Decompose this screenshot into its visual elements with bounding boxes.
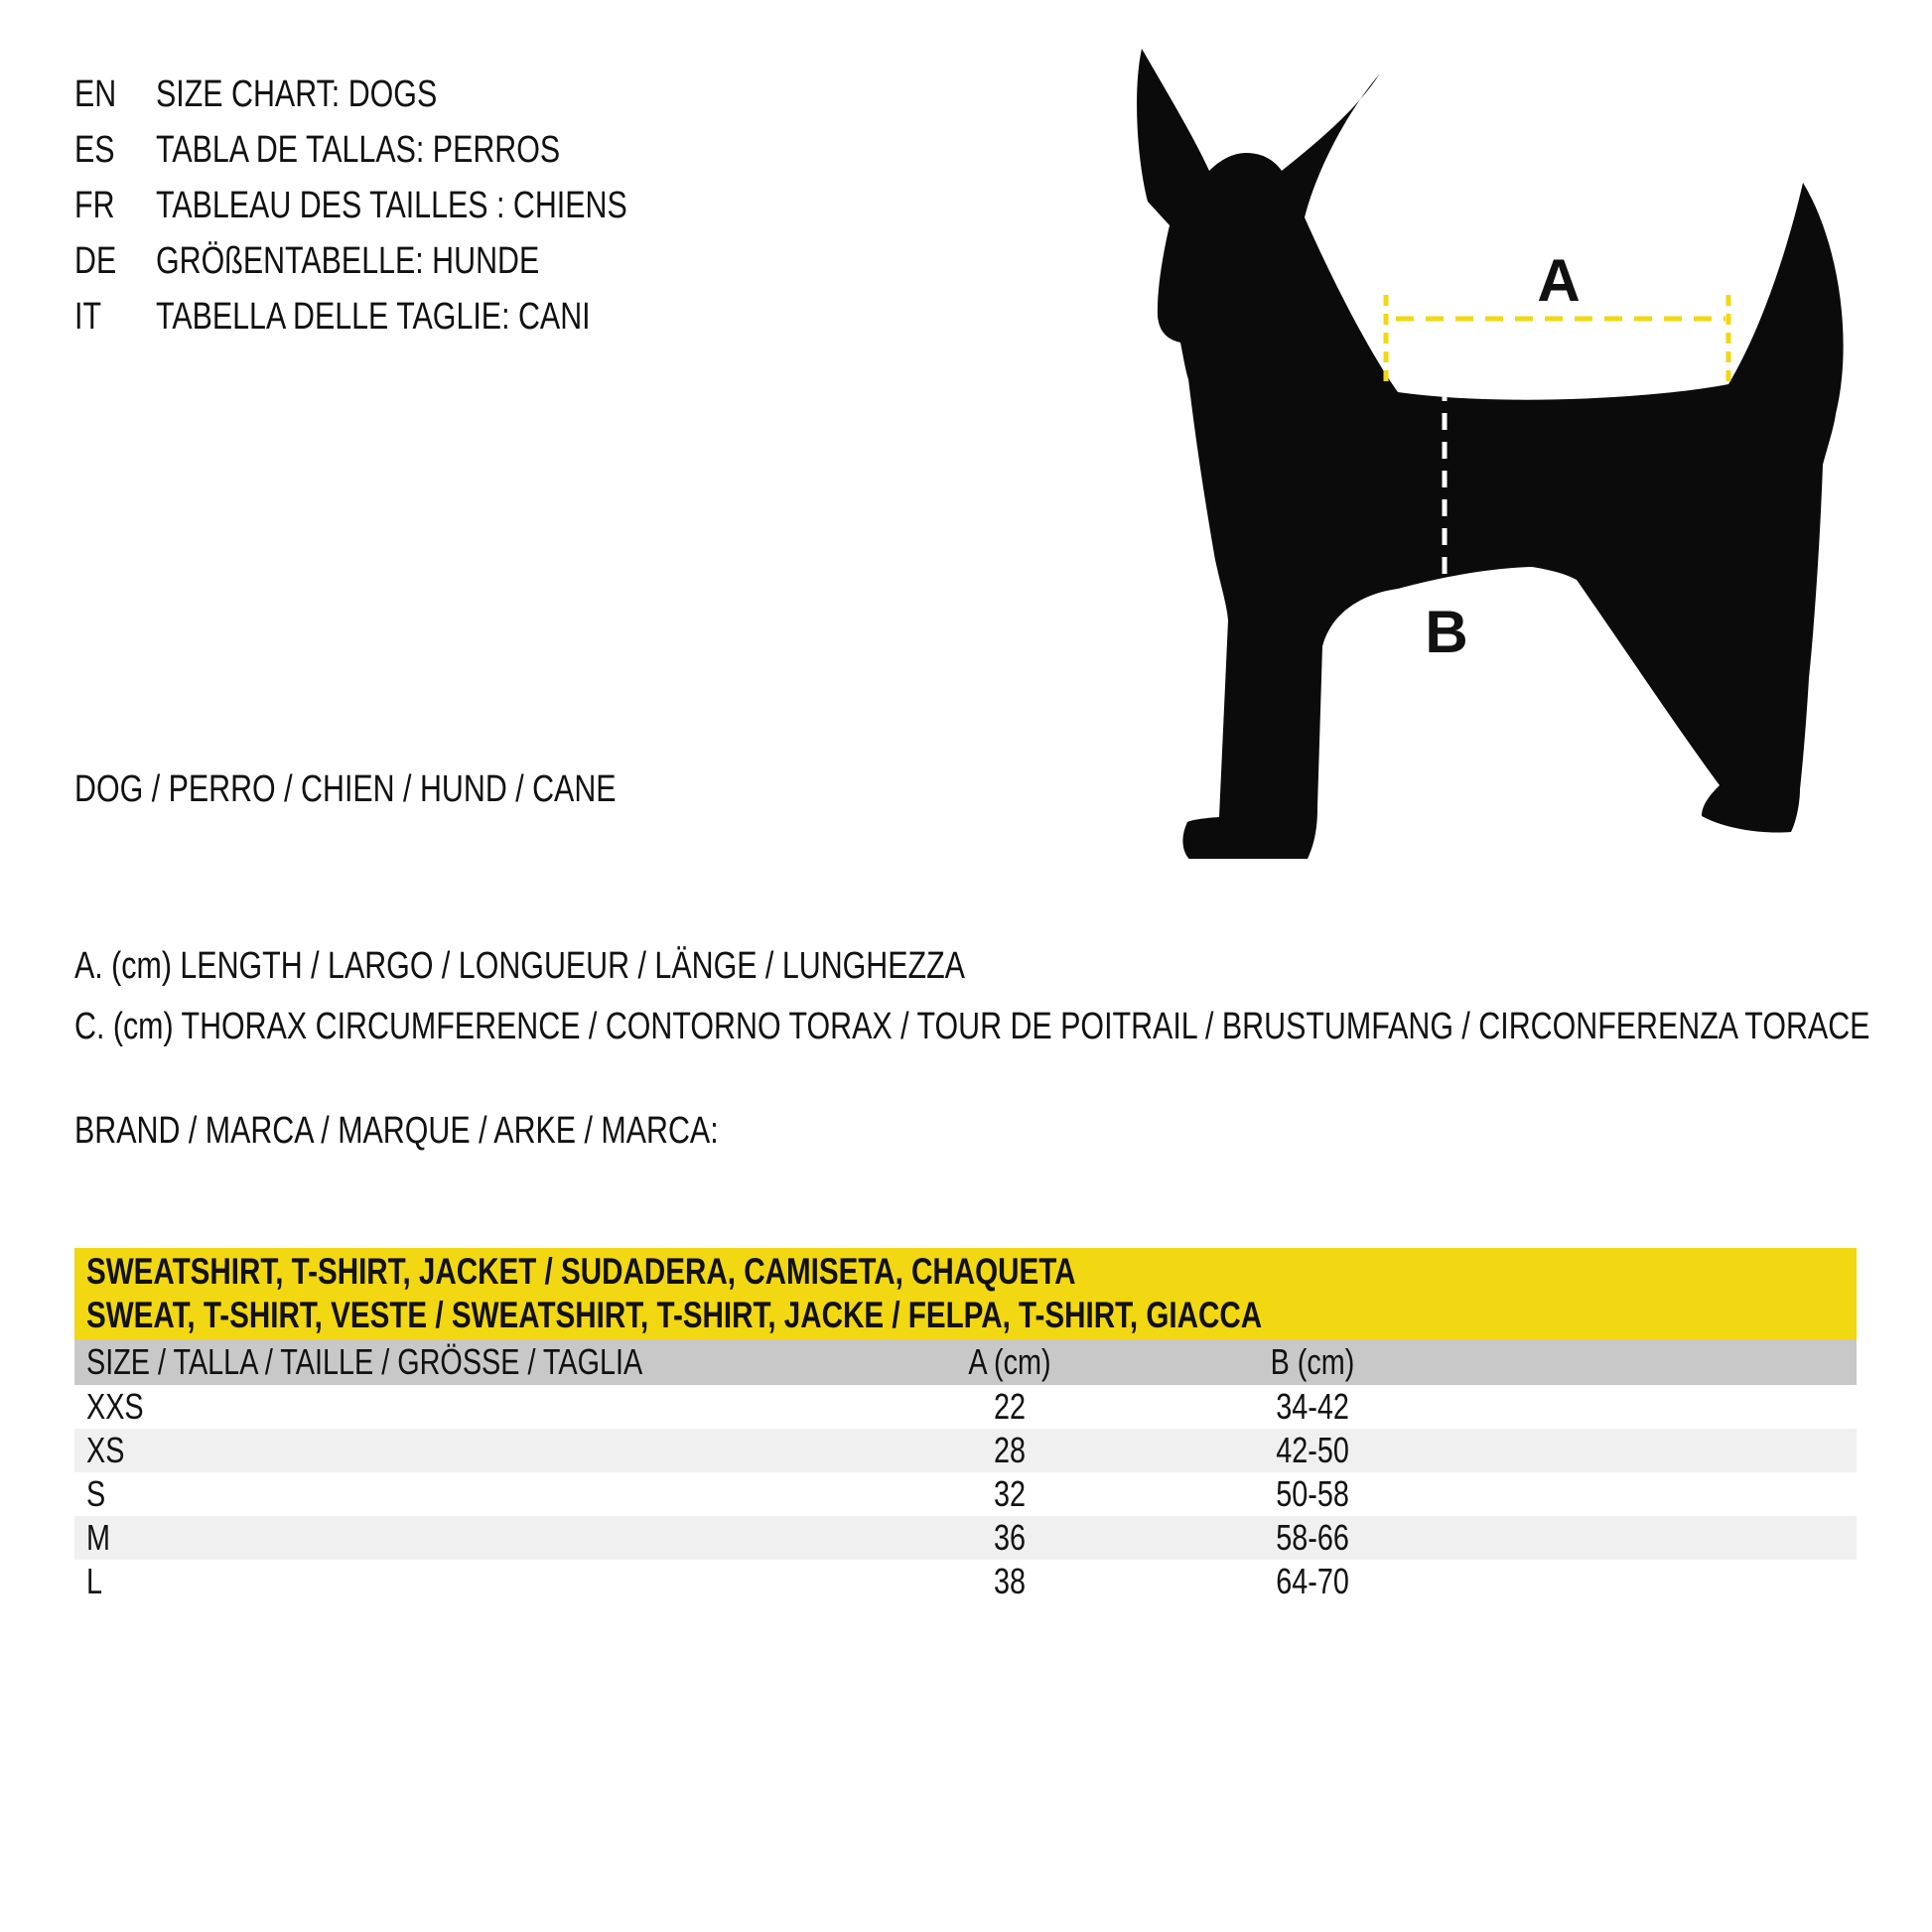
b-value: 58-66: [1276, 1517, 1349, 1558]
legend-length-line: A. (cm) LENGTH / LARGO / LONGUEUR / LÄNGE / LUNGHEZZA: [74, 945, 965, 987]
size-value: XXS: [86, 1386, 144, 1427]
language-title-list: [74, 67, 745, 345]
size-value: M: [86, 1517, 110, 1558]
header-size: SIZE / TALLA / TAILLE / GRÖSSE / TAGLIA: [86, 1341, 643, 1382]
page-title-es: TABLA DE TALLAS: PERROS: [156, 128, 561, 171]
table-row-s: [74, 1472, 1857, 1516]
page-title-en: SIZE CHART: DOGS: [156, 72, 438, 115]
size-value: XS: [86, 1430, 125, 1470]
table-row-xs: [74, 1429, 1857, 1472]
a-value: 36: [993, 1517, 1027, 1558]
a-value: 32: [993, 1473, 1027, 1514]
language-row-en: [74, 67, 745, 122]
table-header-row: [74, 1339, 1857, 1385]
page-title-de: GRÖßENTABELLE: HUNDE: [156, 239, 540, 282]
language-row-de: [74, 233, 745, 289]
page-title-it: TABELLA DELLE TAGLIE: CANI: [156, 295, 591, 338]
language-row-es: [74, 122, 745, 178]
header-a-cm: A (cm): [968, 1341, 1051, 1382]
garment-category-header: [74, 1248, 1857, 1339]
size-table: [74, 1248, 1857, 1603]
language-code: EN: [74, 72, 117, 115]
language-code: ES: [74, 128, 115, 171]
language-code: IT: [74, 295, 102, 338]
table-row-m: [74, 1516, 1857, 1560]
brand-line: BRAND / MARCA / MARQUE / ARKE / MARCA:: [74, 1110, 719, 1152]
category-line-2: SWEAT, T-SHIRT, VESTE / SWEATSHIRT, T-SHIRT, JACKE / FELPA, T-SHIRT, GIACCA: [86, 1295, 1263, 1335]
table-row-xxs: [74, 1385, 1857, 1429]
dog-measurement-diagram: [1132, 45, 1866, 859]
size-value: S: [86, 1473, 106, 1514]
marker-a-label: A: [1537, 247, 1581, 314]
b-value: 64-70: [1276, 1561, 1349, 1601]
a-value: 28: [993, 1430, 1027, 1470]
a-value: 38: [993, 1561, 1027, 1601]
b-value: 34-42: [1276, 1386, 1349, 1427]
b-value: 50-58: [1276, 1473, 1349, 1514]
header-b-cm: B (cm): [1270, 1341, 1355, 1382]
legend-thorax-line: C. (cm) THORAX CIRCUMFERENCE / CONTORNO TORAX / TOUR DE POITRAIL / BRUSTUMFANG / CIRCONFERENZA TORACE: [74, 1006, 1870, 1047]
table-row-l: [74, 1560, 1857, 1603]
category-line-1: SWEATSHIRT, T-SHIRT, JACKET / SUDADERA, CAMISETA, CHAQUETA: [86, 1251, 1076, 1292]
size-value: L: [86, 1561, 103, 1601]
language-code: DE: [74, 239, 117, 282]
language-row-it: [74, 289, 745, 345]
a-value: 22: [993, 1386, 1027, 1427]
b-value: 42-50: [1276, 1430, 1349, 1470]
marker-b-label: B: [1425, 599, 1468, 665]
page-title-fr: TABLEAU DES TAILLES : CHIENS: [156, 184, 627, 226]
dog-silhouette-icon: [1137, 49, 1844, 859]
animal-caption: DOG / PERRO / CHIEN / HUND / CANE: [74, 768, 617, 810]
language-row-fr: [74, 178, 745, 233]
language-code: FR: [74, 184, 115, 226]
